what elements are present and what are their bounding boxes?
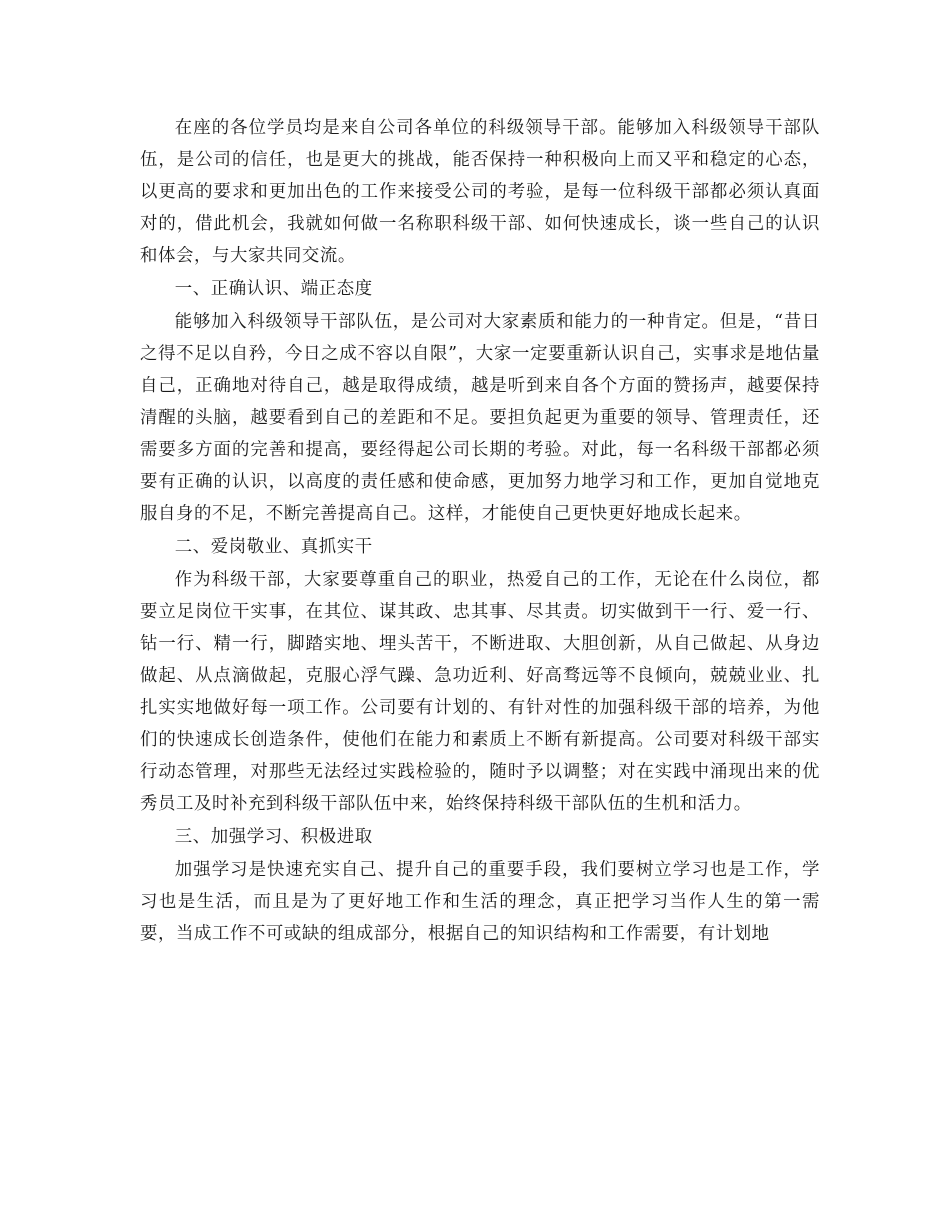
paragraph-intro: 在座的各位学员均是来自公司各单位的科级领导干部。能够加入科级领导干部队伍，是公司的信任，也是更大的挑战，能否保持一种积极向上而又平和稳定的心态，以更高的要求和更加出色的工作来接受公司的考验，是每一位科级干部都必须认真面对的，借此机会，我就如何做一名称职科级干部、如何快速成长，谈一些自己的认识和体会，与大家共同交流。 [140, 118, 820, 266]
paragraph-section-3: 加强学习是快速充实自己、提升自己的重要手段，我们要树立学习也是工作，学习也是生活，而且是为了更好地工作和生活的理念，真正把学习当作人生的第一需要，当成工作不可或缺的组成部分，根据自己的知识结构和工作需要，有计划地 [140, 860, 820, 944]
section-heading-1: 一、正确认识、端正态度 [174, 279, 373, 299]
document-body [140, 112, 820, 951]
paragraph-section-1: 能够加入科级领导干部队伍，是公司对大家素质和能力的一种肯定。但是，“昔日之得不足以自矜，今日之成不容以自限”，大家一定要重新认识自己，实事求是地估量自己，正确地对待自己，越是取得成绩，越是听到来自各个方面的赞扬声，越要保持清醒的头脑，越要看到自己的差距和不足。要担负起更为重要的领导、管理责任，还需要多方面的完善和提高，要经得起公司长期的考验。对此，每一名科级干部都必须要有正确的认识，以高度的责任感和使命感，更加努力地学习和工作，更加自觉地克服自身的不足，不断完善提高自己。这样，才能使自己更快更好地成长起来。 [140, 312, 820, 524]
section-heading-2: 二、爱岗敬业、真抓实干 [174, 537, 373, 557]
section-heading-3: 三、加强学习、积极进取 [174, 827, 373, 847]
paragraph-section-2: 作为科级干部，大家要尊重自己的职业，热爱自己的工作，无论在什么岗位，都要立足岗位干实事，在其位、谋其政、忠其事、尽其责。切实做到干一行、爱一行、钻一行、精一行，脚踏实地、埋头苦干，不断进取、大胆创新，从自己做起、从身边做起、从点滴做起，克服心浮气躁、急功近利、好高骛远等不良倾向，兢兢业业、扎扎实实地做好每一项工作。公司要有计划的、有针对性的加强科级干部的培养，为他们的快速成长创造条件，使他们在能力和素质上不断有新提高。公司要对科级干部实行动态管理，对那些无法经过实践检验的，随时予以调整；对在实践中涌现出来的优秀员工及时补充到科级干部队伍中来，始终保持科级干部队伍的生机和活力。 [140, 570, 820, 814]
